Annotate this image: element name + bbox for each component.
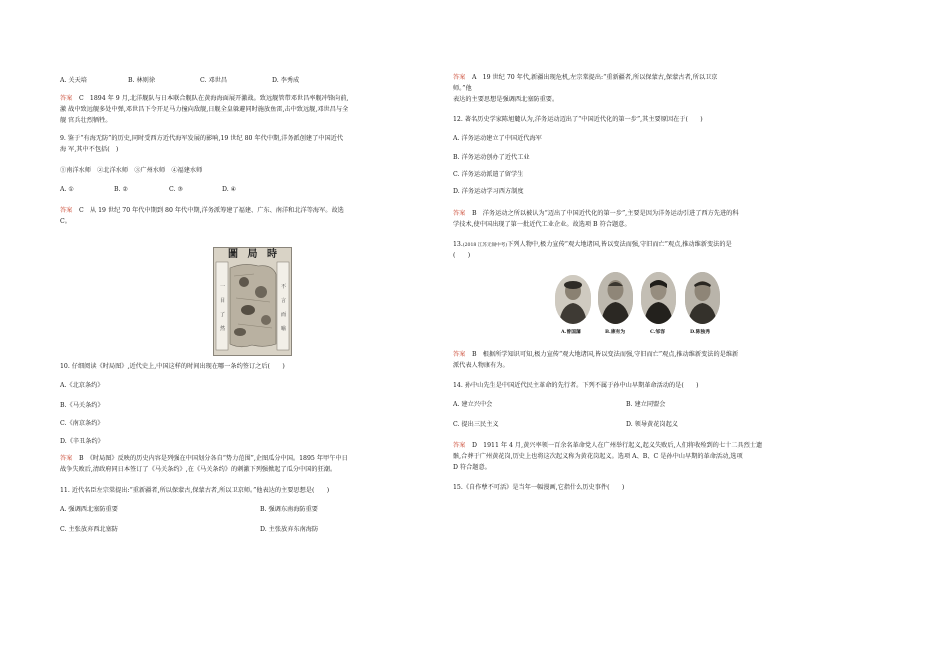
svg-text:而: 而 — [281, 312, 287, 318]
q11-option-b: B. 强调东南海防重要 — [260, 506, 318, 513]
svg-text:不: 不 — [281, 284, 287, 290]
answer-12-label: 答案 — [453, 210, 466, 217]
question-15-line: 15.《自作孽不可活》是当年一幅漫画,它指什么历史事件( ) — [453, 484, 625, 491]
answer-14-line: D 1911 年 4 月,黄兴率领一百余名革命党人在广州举行起义,起义失败后,人们将收殓到的七十二具烈士遗 — [472, 442, 763, 449]
q12-option-c: C. 洋务运动派遣了留学生 — [453, 171, 524, 178]
answer-8-line: C 1894 年 9 月,北洋舰队与日本联合舰队在黄海海面展开激战。致远舰管带邓世昌率舰冲锋向前, — [79, 95, 349, 102]
answer-9-line: C 从 19 世纪 70 年代中期到 80 年代中期,洋务派筹建了福建、广东、南洋和北洋等海军。故选 — [79, 207, 344, 214]
q9-option-b: B. ② — [114, 186, 129, 193]
answer-13-label: 答案 — [453, 351, 466, 358]
portrait-chen-duxiu — [685, 272, 720, 324]
answer-11-line: 表达的主要思想是强调西北塞防重要。 — [453, 96, 559, 103]
answer-10-label: 答案 — [60, 455, 73, 462]
shiju-map-figure — [213, 247, 292, 356]
answer-8-line: 舰 官兵壮烈牺牲。 — [60, 117, 112, 124]
portrait-kang-youwei — [598, 272, 633, 324]
svg-text:了: 了 — [220, 312, 226, 318]
q14-option-d: D. 领导黄花岗起义 — [626, 421, 678, 428]
question-14-line: 14. 孙中山先生是中国近代民主革命的先行者。下列不属于孙中山早期革命活动的是( ) — [453, 382, 699, 389]
answer-13-line: 派代表人物康有为。 — [453, 362, 509, 369]
question-10-line: 10. 仔细阅读《时局图》,近代史上,中国这样的时间出现在哪一条约签订之后( ) — [60, 363, 285, 370]
q10-option-d: D.《辛丑条约》 — [60, 438, 104, 445]
q8-option-a: A. 关天培 — [60, 77, 87, 84]
q12-option-a: A. 洋务运动建立了中国近代海军 — [453, 135, 542, 142]
q14-option-c: C. 提出三民主义 — [453, 421, 499, 428]
q10-option-b: B.《马关条约》 — [60, 402, 104, 409]
q11-option-c: C. 主张放弃西北塞防 — [60, 526, 118, 533]
q11-option-a: A. 强调西北塞防重要 — [60, 506, 118, 513]
answer-8-line: 激 战中致远舰多处中弹,邓世昌下令开足马力撞向敌舰,日舰全皇躲避同时施放鱼雷,击中致远舰,邓世昌与全 — [60, 106, 349, 113]
svg-text:一: 一 — [220, 284, 226, 290]
portrait-caption-b: B.康有为 — [605, 329, 626, 335]
shiju-map-title: 圖 局 時 — [228, 249, 280, 260]
question-11-line: 11. 近代名臣左宗棠提出:“重新疆者,所以保蒙古,保蒙古者,所以卫京师。”他表达的主要思想是( ) — [60, 487, 330, 494]
answer-14-label: 答案 — [453, 442, 466, 449]
q8-option-c: C. 邓世昌 — [200, 77, 228, 84]
question-13-source: (2018 江苏无锡中考) — [462, 243, 508, 248]
answer-11-line: 师。”他 — [453, 85, 472, 92]
answer-9-line: C。 — [60, 218, 71, 225]
question-9-line: 9. 鉴于“有海无防”的历史,同时受西方近代海军发展的影响,19 世纪 80 年代中期,洋务派创建了中国近代 — [60, 135, 344, 142]
q14-option-b: B. 建立同盟会 — [626, 401, 666, 408]
answer-13-line: B 根据所学知识可知,极力宣传“观大地诸国,皆以变法而强,守旧而亡”观点,推动维新变法的是维新 — [472, 351, 739, 358]
answer-9-label: 答案 — [60, 207, 73, 214]
svg-text:言: 言 — [281, 298, 287, 304]
answer-11-label: 答案 — [453, 74, 466, 81]
q9-option-c: C. ③ — [169, 186, 183, 193]
q12-option-b: B. 洋务运动创办了近代工业 — [453, 154, 530, 161]
answer-8-label: 答案 — [60, 95, 73, 102]
answer-12-line: B 洋务运动之所以被认为“迈出了中国近代化的第一步”,主要是因为洋务运动引进了西方先进的科 — [472, 210, 739, 217]
q9-option-d: D. ④ — [222, 186, 237, 193]
question-13-tail: ( ) — [453, 252, 471, 259]
answer-14-line: D 符合题意。 — [453, 464, 491, 471]
svg-text:然: 然 — [220, 326, 226, 332]
q11-option-d: D. 主张放弃东南海防 — [260, 526, 319, 533]
q8-option-b: B. 林则徐 — [128, 77, 156, 84]
question-13-number: 13. — [453, 241, 463, 248]
q10-option-a: A.《北京条约》 — [60, 382, 104, 389]
q14-option-a: A. 建立兴中会 — [453, 401, 493, 408]
q8-option-d: D. 李秀成 — [272, 77, 300, 84]
question-13-text: 下列人物中,极力宣传“观大地诸国,皆以变法而强,守旧而亡”观点,推动维新变法的是 — [507, 241, 732, 248]
shiju-map-illustration — [214, 248, 291, 355]
svg-text:喻: 喻 — [281, 326, 287, 332]
portrait-caption-a: A.曾国藩 — [561, 329, 581, 335]
portrait-caption-d: D.陈独秀 — [690, 329, 711, 335]
answer-12-line: 学技术,使中国出现了第一批近代工业企业。故选项 B 符合题意。 — [453, 221, 631, 228]
answer-14-line: 骸,合葬于广州黄花岗,历史上也将这次起义称为黄花岗起义。选项 A、B、C 是孙中山早期的革命活动,选项 — [453, 453, 743, 460]
q12-option-d: D. 洋务运动学习西方制度 — [453, 188, 524, 195]
portrait-caption-c: C.邹容 — [650, 329, 665, 335]
answer-10-line: B 《时局图》反映的历史内容是列强在中国划分各自“势力范围”,企图瓜分中国。1895 年甲午中日 — [79, 455, 348, 462]
q9-option-a: A. ① — [60, 186, 74, 193]
portrait-zeng-guofan — [555, 275, 591, 324]
question-9-line: 海 军,其中不包括( ) — [60, 146, 119, 153]
answer-10-line: 战争失败后,清政府同日本签订了《马关条约》,在《马关条约》的刺激下列强掀起了瓜分中国的狂潮。 — [60, 466, 337, 473]
portrait-zou-rong — [641, 272, 676, 324]
svg-text:目: 目 — [220, 298, 226, 304]
q10-option-c: C.《南京条约》 — [60, 420, 104, 427]
question-9-items: ①南洋水师 ②北洋水师 ③广州水师 ④福建水师 — [60, 167, 203, 174]
answer-11-line: A 19 世纪 70 年代,新疆出现危机,左宗棠提出:“重新疆者,所以保蒙古,保蒙古者,所以卫京 — [472, 74, 718, 81]
question-13-line — [453, 241, 732, 248]
question-12-line: 12. 著名历史学家陈旭麓认为,洋务运动迈出了“中国近代化的第一步”,其主要原因在于( ) — [453, 116, 703, 123]
